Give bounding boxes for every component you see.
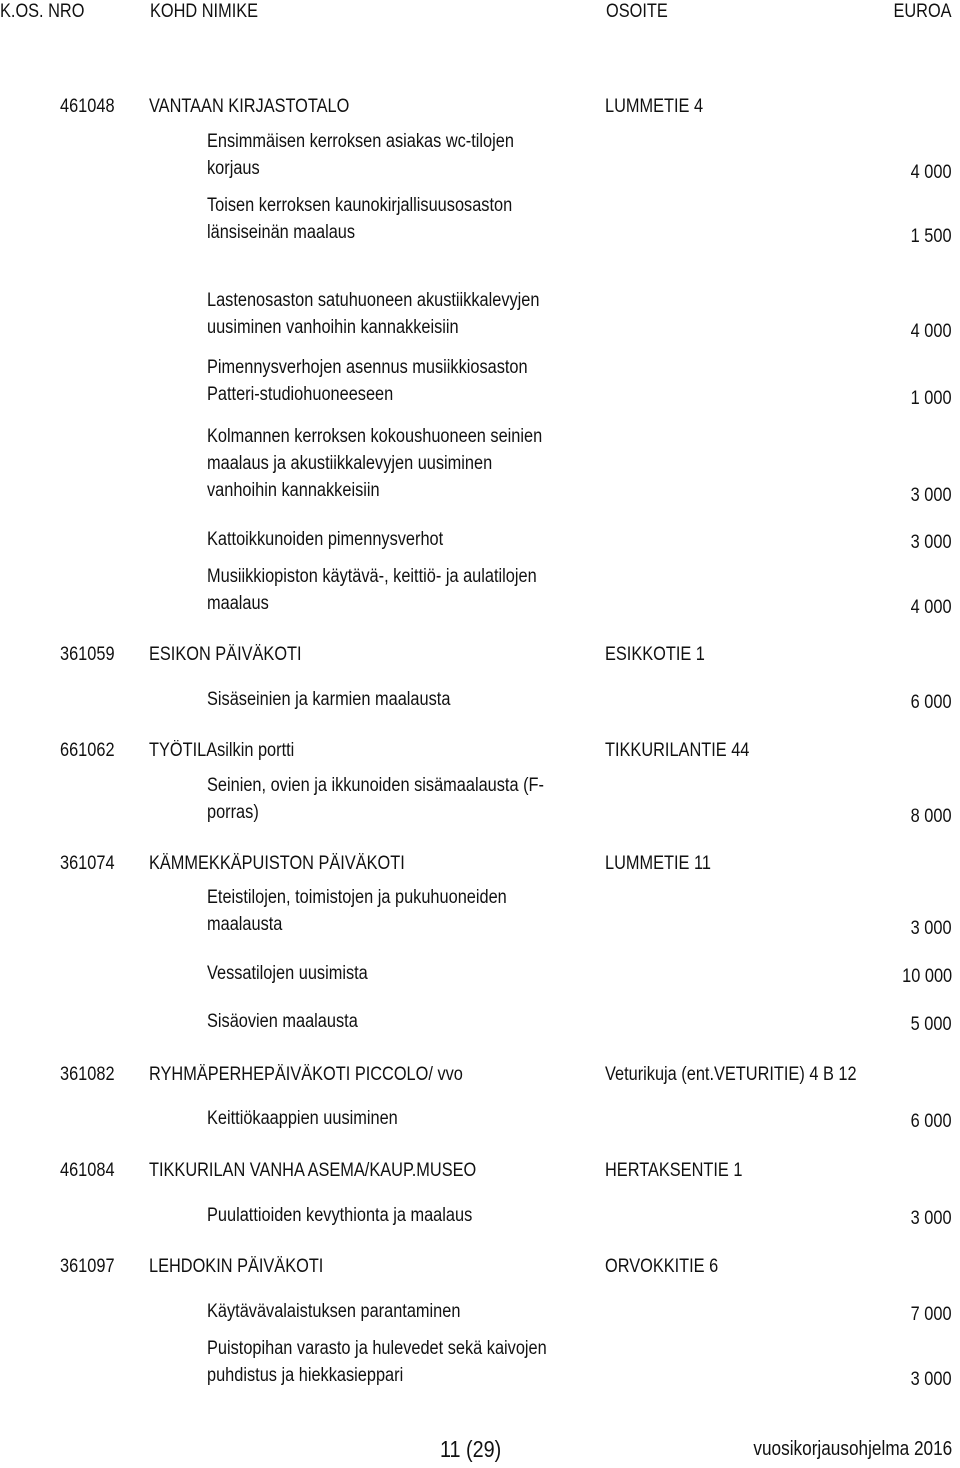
work-item-description: Sisäseinien ja karmien maalausta bbox=[207, 689, 451, 710]
work-item-amount: 1 000 bbox=[911, 388, 952, 409]
work-item-amount: 10 000 bbox=[902, 966, 952, 987]
work-item-description: Kattoikkunoiden pimennysverhot bbox=[207, 529, 444, 550]
work-item-description: Puistopihan varasto ja hulevedet sekä kaivojen puhdistus ja hiekkasieppari bbox=[207, 1338, 547, 1386]
header-col-address: OSOITE bbox=[606, 1, 668, 22]
site-number: 461048 bbox=[60, 96, 115, 117]
page-number: 11 (29) bbox=[440, 1436, 502, 1462]
work-item-description: Keittiökaappien uusiminen bbox=[207, 1108, 398, 1129]
header-col-euros: EUROA bbox=[893, 1, 952, 22]
work-item-description: Vessatilojen uusimista bbox=[207, 963, 368, 984]
site-number: 361059 bbox=[60, 644, 115, 665]
work-item-amount: 4 000 bbox=[911, 597, 952, 618]
work-item-description: Toisen kerroksen kaunokirjallisuusosaston länsiseinän maalaus bbox=[207, 195, 513, 243]
header-col-name: KOHD NIMIKE bbox=[150, 1, 259, 22]
site-name: RYHMÄPERHEPÄIVÄKOTI PICCOLO/ vvo bbox=[149, 1064, 463, 1085]
site-name: TIKKURILAN VANHA ASEMA/KAUP.MUSEO bbox=[149, 1160, 477, 1181]
work-item-amount: 3 000 bbox=[911, 1208, 952, 1229]
header-col-number: K.OS. NRO bbox=[0, 1, 85, 22]
work-item-amount: 3 000 bbox=[911, 918, 952, 939]
work-item-description: Kolmannen kerroksen kokoushuoneen seinien maalaus ja akustiikkalevyjen uusiminen vanhoihin kannakkeisiin bbox=[207, 426, 543, 501]
work-item-description: Seinien, ovien ja ikkunoiden sisämaalausta (F- porras) bbox=[207, 775, 544, 823]
site-name: LEHDOKIN PÄIVÄKOTI bbox=[149, 1256, 324, 1277]
work-item-description: Eteistilojen, toimistojen ja pukuhuoneiden maalausta bbox=[207, 887, 507, 935]
work-item-description: Ensimmäisen kerroksen asiakas wc-tilojen korjaus bbox=[207, 131, 514, 179]
work-item-amount: 7 000 bbox=[911, 1304, 952, 1325]
work-item-amount: 5 000 bbox=[911, 1014, 952, 1035]
site-number: 661062 bbox=[60, 740, 115, 761]
site-number: 361097 bbox=[60, 1256, 115, 1277]
site-number: 361082 bbox=[60, 1064, 115, 1085]
work-item-description: Sisäovien maalausta bbox=[207, 1011, 358, 1032]
work-item-amount: 4 000 bbox=[911, 162, 952, 183]
work-item-amount: 6 000 bbox=[911, 1111, 952, 1132]
site-address: ESIKKOTIE 1 bbox=[605, 644, 705, 665]
site-name: TYÖTILAsilkin portti bbox=[149, 740, 295, 761]
site-name: VANTAAN KIRJASTOTALO bbox=[149, 96, 350, 117]
site-address: TIKKURILANTIE 44 bbox=[605, 740, 750, 761]
site-name: ESIKON PÄIVÄKOTI bbox=[149, 644, 302, 665]
work-item-amount: 8 000 bbox=[911, 806, 952, 827]
work-item-amount: 4 000 bbox=[911, 321, 952, 342]
work-item-description: Käytävävalaistuksen parantaminen bbox=[207, 1301, 461, 1322]
site-number: 461084 bbox=[60, 1160, 115, 1181]
program-title: vuosikorjausohjelma 2016 bbox=[753, 1438, 952, 1460]
work-item-description: Musiikkiopiston käytävä-, keittiö- ja aulatilojen maalaus bbox=[207, 566, 537, 614]
work-item-amount: 3 000 bbox=[911, 1369, 952, 1390]
site-address: HERTAKSENTIE 1 bbox=[605, 1160, 743, 1181]
work-item-amount: 1 500 bbox=[911, 226, 952, 247]
work-item-description: Puulattioiden kevythionta ja maalaus bbox=[207, 1205, 473, 1226]
site-name: KÄMMEKKÄPUISTON PÄIVÄKOTI bbox=[149, 853, 405, 874]
site-address: LUMMETIE 4 bbox=[605, 96, 704, 117]
site-number: 361074 bbox=[60, 853, 115, 874]
work-item-amount: 3 000 bbox=[911, 532, 952, 553]
work-item-description: Lastenosaston satuhuoneen akustiikkalevyjen uusiminen vanhoihin kannakkeisiin bbox=[207, 290, 540, 338]
work-item-amount: 6 000 bbox=[911, 692, 952, 713]
site-address: LUMMETIE 11 bbox=[605, 853, 711, 874]
site-address: Veturikuja (ent.VETURITIE) 4 B 12 bbox=[605, 1064, 857, 1085]
site-address: ORVOKKITIE 6 bbox=[605, 1256, 719, 1277]
work-item-amount: 3 000 bbox=[911, 485, 952, 506]
work-item-description: Pimennysverhojen asennus musiikkiosaston Patteri-studiohuoneeseen bbox=[207, 357, 528, 405]
